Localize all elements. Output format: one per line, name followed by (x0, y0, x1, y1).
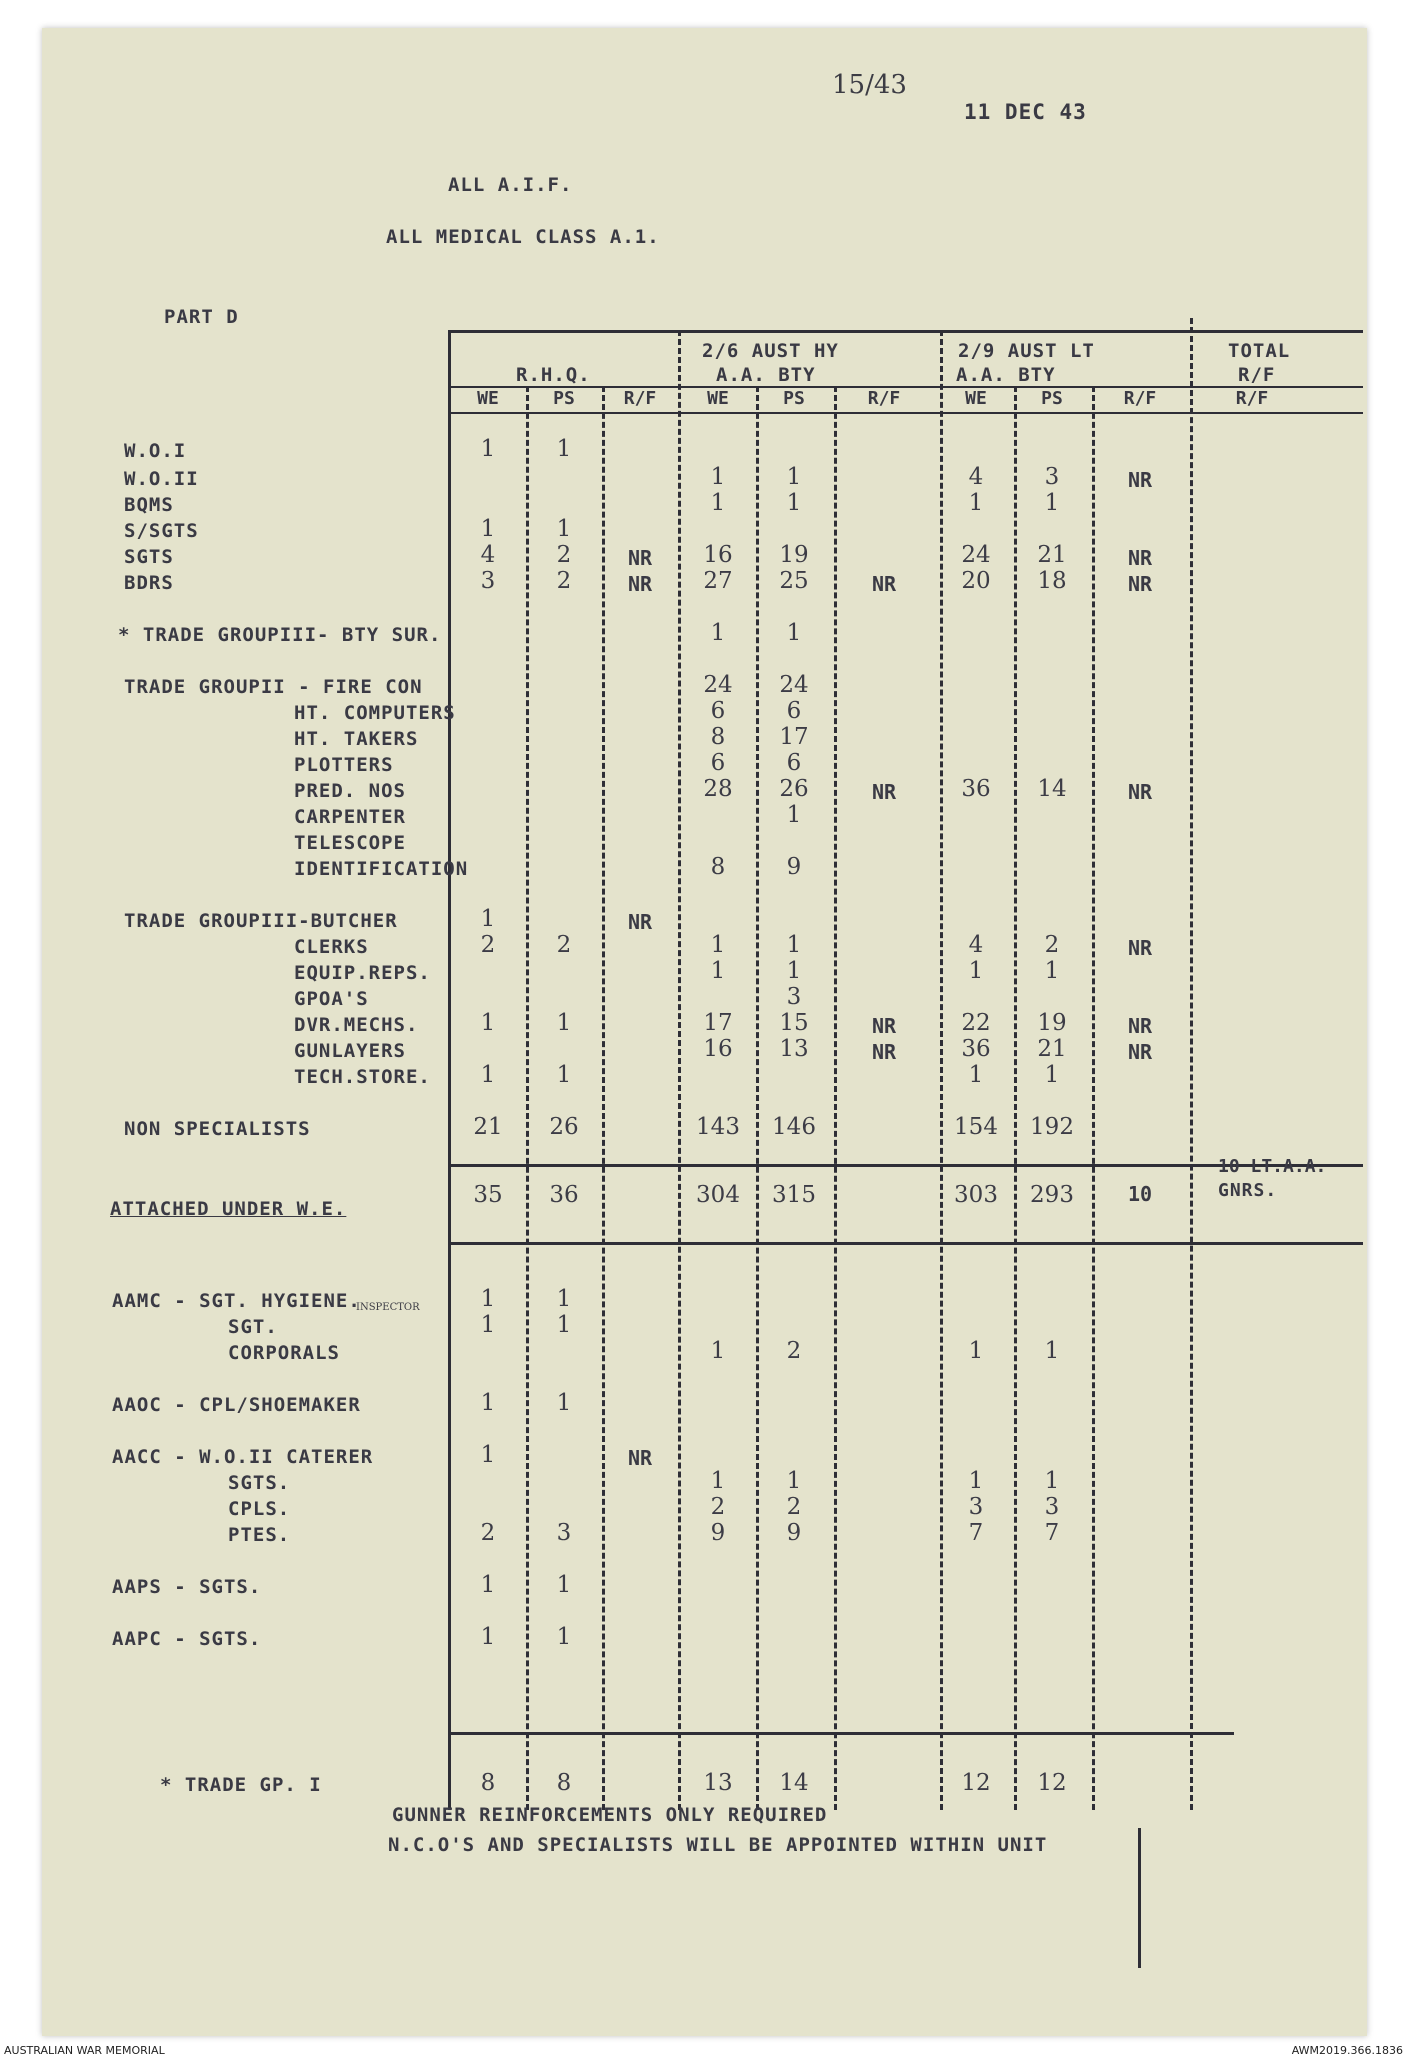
footer-accession: AWM2019.366.1836 (1291, 2044, 1403, 2057)
table-row-label: CARPENTER (294, 806, 406, 828)
attached-row-label: CORPORALS (228, 1342, 340, 1364)
part-label: PART D (164, 306, 239, 328)
table-row-label: TRADE GROUPII - FIRE CON (124, 676, 423, 698)
table-row-cell: 21 (1037, 542, 1067, 568)
table-row-cell: NR (627, 572, 653, 596)
table-row-cell: 1 (710, 958, 726, 984)
subcolumn-header: PS (1041, 388, 1063, 409)
table-row-cell: 1 (710, 620, 726, 646)
attached-row-cell: NR (627, 1446, 653, 1470)
note-gunner-reinforcements: GUNNER REINFORCEMENTS ONLY REQUIRED (392, 1804, 828, 1826)
table-row-label: GPOA'S (294, 988, 369, 1010)
attached-row-cell: 1 (480, 1572, 496, 1598)
table-row-cell: 17 (703, 1010, 733, 1036)
table-row-cell: 1 (556, 1062, 572, 1088)
attached-row-cell: 9 (786, 1520, 802, 1546)
attached-row-cell: 1 (710, 1338, 726, 1364)
table-row-cell: 3 (786, 984, 802, 1010)
totals-cell: 293 (1030, 1182, 1074, 1208)
table-row-cell: 2 (556, 932, 572, 958)
totals-gnrs-note: GNRS. (1218, 1180, 1278, 1201)
trade-gp-row-cell: 13 (703, 1770, 733, 1796)
attached-row-cell: 9 (710, 1520, 726, 1546)
divider-29-we-ps (1014, 386, 1017, 1810)
table-row-label: CLERKS (294, 936, 369, 958)
table-row-cell: 1 (480, 516, 496, 542)
group-26-label-2: A.A. BTY (716, 364, 816, 386)
table-row-cell: 2 (556, 568, 572, 594)
table-row-cell: NR (1127, 1014, 1153, 1038)
table-row-cell: 1 (968, 958, 984, 984)
subcolumn-header: WE (477, 388, 499, 409)
heading-line-2: ALL MEDICAL CLASS A.1. (386, 226, 660, 248)
attached-row-cell: 2 (786, 1494, 802, 1520)
attached-row-cell: 1 (968, 1338, 984, 1364)
table-row-cell: 9 (786, 854, 802, 880)
table-row-cell: 1 (1044, 490, 1060, 516)
table-row-cell: 1 (786, 932, 802, 958)
subcolumn-header: PS (783, 388, 805, 409)
table-row-label: EQUIP.REPS. (294, 962, 431, 984)
attached-row-cell: 1 (786, 1468, 802, 1494)
inspector-annotation: INSPECTOR (356, 1302, 420, 1313)
table-row-cell: 1 (786, 490, 802, 516)
divider-rhq-we-ps (526, 386, 529, 1810)
table-row-cell: 15 (779, 1010, 809, 1036)
divider-left (448, 330, 451, 1810)
attached-row-cell: 1 (556, 1390, 572, 1416)
table-row-cell: 24 (703, 672, 733, 698)
table-row-cell: 26 (549, 1114, 579, 1140)
heading-line-1: ALL A.I.F. (448, 174, 573, 196)
table-row-cell: 36 (961, 1036, 991, 1062)
table-row-cell: 17 (779, 724, 809, 750)
table-row-cell: 24 (779, 672, 809, 698)
attached-row-label: AACC - W.O.II CATERER (112, 1446, 374, 1468)
reference-number: 15/43 (832, 70, 907, 100)
table-row-cell: NR (871, 780, 897, 804)
attached-row-label: SGTS. (228, 1472, 291, 1494)
table-row-cell: NR (871, 572, 897, 596)
totals-cell: 10 (1127, 1182, 1153, 1206)
table-top-rule (448, 330, 1363, 333)
table-row-cell: 146 (772, 1114, 816, 1140)
table-row-label: PRED. NOS (294, 780, 406, 802)
table-row-label: * TRADE GROUPIII- BTY SUR. (118, 624, 442, 646)
table-row-cell: 13 (779, 1036, 809, 1062)
attached-row-cell: 1 (480, 1624, 496, 1650)
table-row-cell: 20 (961, 568, 991, 594)
subcolumn-header: WE (965, 388, 987, 409)
table-row-label: W.O.II (124, 468, 199, 490)
totals-cell: 303 (954, 1182, 998, 1208)
table-row-label: TRADE GROUPIII-BUTCHER (124, 910, 398, 932)
table-row-cell: 1 (710, 490, 726, 516)
table-row-label: SGTS (124, 546, 174, 568)
attached-row-cell: 1 (1044, 1468, 1060, 1494)
table-row-cell: 3 (480, 568, 496, 594)
subcolumn-header: PS (553, 388, 575, 409)
group-rhq-label: R.H.Q. (516, 364, 591, 386)
attached-row-cell: 2 (710, 1494, 726, 1520)
table-row-label: GUNLAYERS (294, 1040, 406, 1062)
table-row-cell: NR (871, 1014, 897, 1038)
table-row-cell: 2 (1044, 932, 1060, 958)
table-row-cell: 4 (480, 542, 496, 568)
table-row-label: DVR.MECHS. (294, 1014, 419, 1036)
table-row-cell: 6 (710, 698, 726, 724)
table-row-cell: NR (627, 910, 653, 934)
table-row-cell: 26 (779, 776, 809, 802)
attached-row-cell: 7 (968, 1520, 984, 1546)
note-nco-specialists: N.C.O'S AND SPECIALISTS WILL BE APPOINTED WITHIN UNIT (388, 1834, 1048, 1856)
trade-gp-row-cell: 12 (961, 1770, 991, 1796)
table-row-cell: 3 (1044, 464, 1060, 490)
document-page (42, 28, 1367, 2036)
table-row-cell: 8 (710, 724, 726, 750)
table-row-cell: 4 (968, 464, 984, 490)
table-row-cell: 2 (480, 932, 496, 958)
table-row-label: S/SGTS (124, 520, 199, 542)
table-row-cell: 22 (961, 1010, 991, 1036)
attached-row-label: AAMC - SGT. HYGIENE. (112, 1290, 361, 1312)
table-row-cell: NR (627, 546, 653, 570)
attached-heading: ATTACHED UNDER W.E. (110, 1198, 347, 1220)
table-row-label: PLOTTERS (294, 754, 394, 776)
table-row-cell: 14 (1037, 776, 1067, 802)
table-row-cell: 27 (703, 568, 733, 594)
table-row-cell: 21 (1037, 1036, 1067, 1062)
table-row-cell: NR (1127, 780, 1153, 804)
table-row-cell: 154 (954, 1114, 998, 1140)
table-row-label: IDENTIFICATION (294, 858, 469, 880)
table-row-cell: 1 (968, 490, 984, 516)
trade-gp-row-cell: 8 (480, 1770, 496, 1796)
table-row-cell: 36 (961, 776, 991, 802)
subheader-rule-bottom (448, 412, 1363, 414)
table-row-cell: 28 (703, 776, 733, 802)
table-row-cell: 21 (473, 1114, 503, 1140)
subcolumn-header: R/F (623, 388, 657, 409)
table-row-cell: NR (1127, 1040, 1153, 1064)
table-row-cell: 6 (786, 698, 802, 724)
table-row-cell: 1 (480, 436, 496, 462)
attached-row-label: AAPS - SGTS. (112, 1576, 262, 1598)
table-row-cell: 192 (1030, 1114, 1074, 1140)
attached-row-cell: 1 (480, 1286, 496, 1312)
group-total-label-1: TOTAL (1228, 340, 1291, 362)
table-row-cell: 24 (961, 542, 991, 568)
group-total-label-2: R/F (1238, 364, 1276, 386)
totals-cell: 315 (772, 1182, 816, 1208)
subcolumn-header: R/F (867, 388, 901, 409)
table-row-cell: 1 (556, 516, 572, 542)
table-row-cell: 143 (696, 1114, 740, 1140)
table-row-cell: 16 (703, 542, 733, 568)
divider-26-ps-rf (834, 386, 837, 1810)
totals-cell: 10 LT.A.A. (1218, 1156, 1327, 1177)
table-row-cell: 1 (480, 906, 496, 932)
table-row-cell: 1 (480, 1010, 496, 1036)
table-row-cell: 1 (968, 1062, 984, 1088)
table-row-cell: NR (1127, 468, 1153, 492)
trade-gp-row-cell: 14 (779, 1770, 809, 1796)
table-row-cell: 1 (1044, 958, 1060, 984)
attached-row-cell: 7 (1044, 1520, 1060, 1546)
subcolumn-header: WE (707, 388, 729, 409)
attached-row-cell: 1 (556, 1624, 572, 1650)
attached-row-cell: 1 (968, 1468, 984, 1494)
attached-row-cell: 3 (1044, 1494, 1060, 1520)
table-row-label: NON SPECIALISTS (124, 1118, 311, 1140)
group-29-label-1: 2/9 AUST LT (958, 340, 1095, 362)
table-row-cell: NR (1127, 546, 1153, 570)
table-row-label: BDRS (124, 572, 174, 594)
attached-row-cell: 3 (968, 1494, 984, 1520)
attached-row-cell: 1 (556, 1312, 572, 1338)
table-row-cell: 4 (968, 932, 984, 958)
subcolumn-header: R/F (1235, 388, 1269, 409)
attached-row-cell: 1 (710, 1468, 726, 1494)
table-row-cell: NR (1127, 572, 1153, 596)
attached-row-cell: 2 (786, 1338, 802, 1364)
table-row-cell: 1 (710, 464, 726, 490)
attached-row-cell: 1 (1044, 1338, 1060, 1364)
totals-cell: 35 (473, 1182, 503, 1208)
table-row-cell: 6 (710, 750, 726, 776)
totals-cell: 304 (696, 1182, 740, 1208)
attached-row-cell: 1 (556, 1286, 572, 1312)
table-row-label: TELESCOPE (294, 832, 406, 854)
table-row-label: TECH.STORE. (294, 1066, 431, 1088)
table-row-label: HT. COMPUTERS (294, 702, 456, 724)
table-row-cell: 1 (710, 932, 726, 958)
margin-pencil-line (1138, 1828, 1141, 1968)
table-row-cell: 18 (1037, 568, 1067, 594)
table-row-cell: 25 (779, 568, 809, 594)
attached-row-cell: 1 (480, 1390, 496, 1416)
divider-rhq-ps-rf (602, 386, 605, 1810)
divider-total-start (1190, 318, 1193, 1810)
table-row-cell: 19 (779, 542, 809, 568)
trade-gp-rule (448, 1732, 1234, 1735)
attached-row-label: PTES. (228, 1524, 291, 1546)
table-row-cell: 1 (1044, 1062, 1060, 1088)
table-row-cell: 8 (710, 854, 726, 880)
trade-gp-row-label: * TRADE GP. I (160, 1774, 322, 1796)
subcolumn-header: R/F (1123, 388, 1157, 409)
table-row-label: W.O.I (124, 440, 187, 462)
table-row-cell: 1 (786, 464, 802, 490)
trade-gp-row-cell: 12 (1037, 1770, 1067, 1796)
group-26-label-1: 2/6 AUST HY (702, 340, 839, 362)
attached-row-cell: 1 (556, 1572, 572, 1598)
document-date: 11 DEC 43 (964, 100, 1087, 124)
table-row-cell: 1 (786, 620, 802, 646)
divider-26-start (678, 330, 681, 1810)
attached-row-label: CPLS. (228, 1498, 291, 1520)
attached-row-cell: 1 (480, 1312, 496, 1338)
attached-row-label: AAOC - CPL/SHOEMAKER (112, 1394, 361, 1416)
attached-row-cell: 2 (480, 1520, 496, 1546)
totals-rule-bottom (448, 1242, 1363, 1245)
attached-row-label: AAPC - SGTS. (112, 1628, 262, 1650)
attached-row-cell: 1 (480, 1442, 496, 1468)
table-row-cell: 1 (480, 1062, 496, 1088)
attached-row-label: SGT. (228, 1316, 278, 1338)
subheader-rule-top (448, 386, 1363, 388)
table-row-cell: 2 (556, 542, 572, 568)
table-row-cell: 16 (703, 1036, 733, 1062)
divider-26-we-ps (756, 386, 759, 1810)
table-row-label: BQMS (124, 494, 174, 516)
divider-29-start (940, 330, 943, 1810)
table-row-cell: NR (1127, 936, 1153, 960)
table-row-cell: 1 (556, 1010, 572, 1036)
table-row-cell: 19 (1037, 1010, 1067, 1036)
attached-row-cell: 3 (556, 1520, 572, 1546)
divider-29-ps-rf (1092, 386, 1095, 1810)
table-row-cell: 1 (556, 436, 572, 462)
table-row-cell: NR (871, 1040, 897, 1064)
footer-source: AUSTRALIAN WAR MEMORIAL (4, 2044, 165, 2057)
totals-cell: 36 (549, 1182, 579, 1208)
table-row-cell: 1 (786, 958, 802, 984)
table-row-cell: 1 (786, 802, 802, 828)
table-row-label: HT. TAKERS (294, 728, 419, 750)
trade-gp-row-cell: 8 (556, 1770, 572, 1796)
group-29-label-2: A.A. BTY (956, 364, 1056, 386)
table-row-cell: 6 (786, 750, 802, 776)
